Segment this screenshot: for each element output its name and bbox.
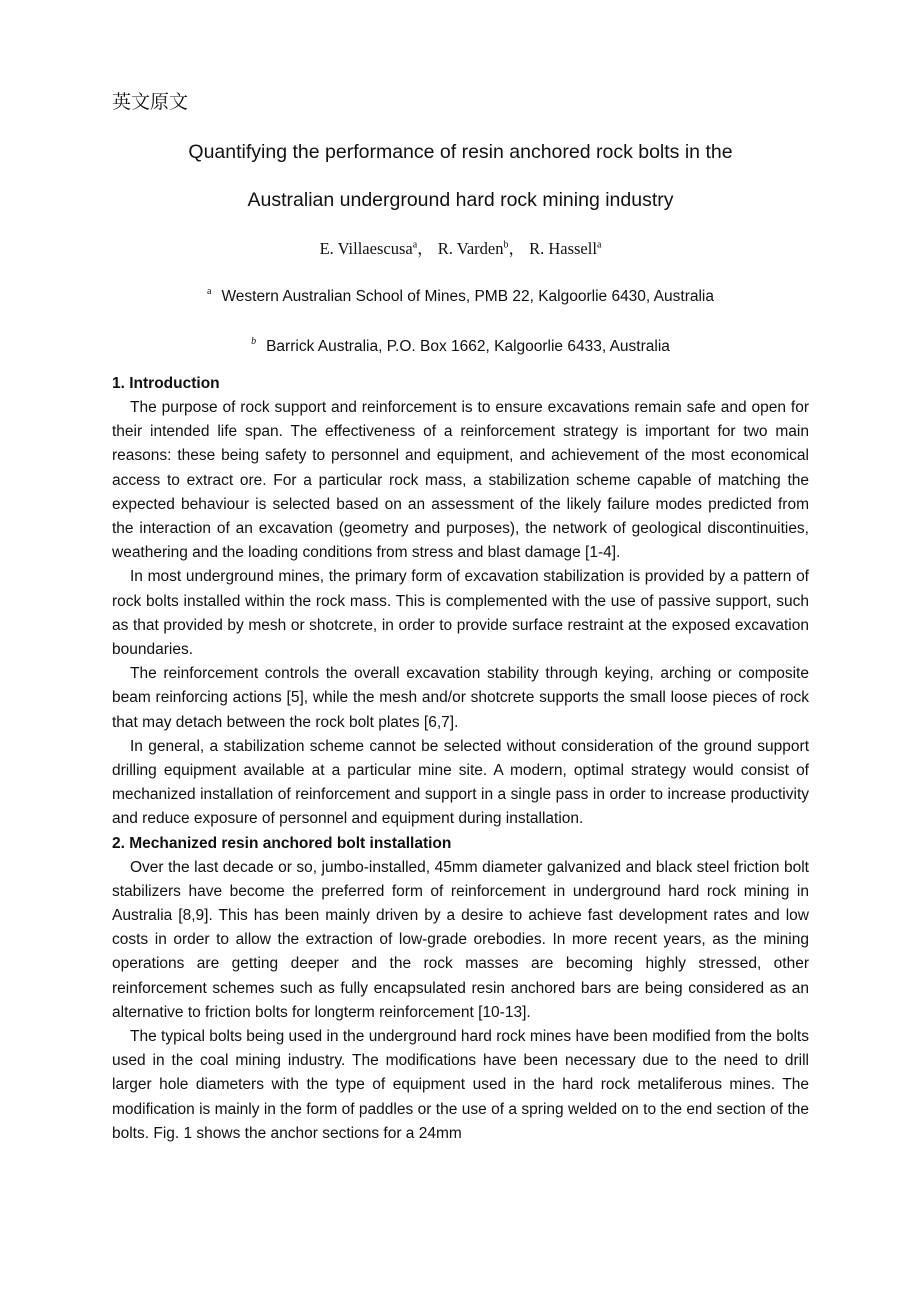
body-paragraph: The typical bolts being used in the underground hard rock mines have been modified from the bolts used in the coal mining industry. The modifications have been necessary due to the need to drill larger hole diameters with the type of equipment used in the hard rock metaliferous mines. The modification is mainly in the form of paddles or the use of a spring welded on to the end section of the bolts. Fig. 1 shows the anchor sections for a 24mm [112,1028,809,1142]
author-name: R. Varden [437,239,504,258]
affiliation-a [112,286,809,310]
affiliation-mark: a [207,286,212,297]
author-name: R. Hassell [529,239,597,258]
affiliation-b [112,336,809,360]
affiliation-text: Western Australian School of Mines, PMB 22, Kalgoorlie 6430, Australia [221,288,714,305]
header-label: 英文原文 [112,91,189,113]
body-paragraph: The reinforcement controls the overall excavation stability through keying, arching or composite beam reinforcing actions [5], while the mesh and/or shotcrete supports the small loose pieces of rock that may detach between the rock bolt plates [6,7]. [112,665,809,731]
author-list [112,238,809,260]
author-separator: ， [508,239,525,258]
body-paragraph: In most underground mines, the primary form of excavation stabilization is provided by a pattern of rock bolts installed within the rock mass. This is complemented with the use of passive support, such as that provided by mesh or shotcrete, in order to provide surface restraint at the exposed excavation boundaries. [112,568,809,659]
section-heading-mechanized-installation: 2. Mechanized resin anchored bolt installation [112,834,452,852]
author-affil-mark: a [596,239,602,251]
author-separator: ， [417,239,434,258]
document-page [112,90,809,1146]
affiliation-text: Barrick Australia, P.O. Box 1662, Kalgoorlie 6433, Australia [266,338,670,355]
section-heading-introduction: 1. Introduction [112,375,220,392]
paper-title-line-1: Quantifying the performance of resin anchored rock bolts in the [188,141,733,163]
body-paragraph: In general, a stabilization scheme cannot be selected without consideration of the ground support drilling equipment available at a particular mine site. A modern, optimal strategy would consist of mechanized installation of reinforcement and support in a single pass in order to increase productivity and reduce exposure of personnel and equipment during installation. [112,737,809,828]
paper-title-line-2: Australian underground hard rock mining industry [247,189,674,211]
body-paragraph: Over the last decade or so, jumbo-installed, 45mm diameter galvanized and black steel friction bolt stabilizers have become the preferred form of reinforcement in underground hard rock mining in Australia [8,9]. This has been mainly driven by a desire to achieve fast development rates and low costs in order to allow the extraction of low-grade orebodies. In more recent years, as the mining operations are getting deeper and the rock masses are becoming highly stressed, other reinforcement schemes such as fully encapsulated resin anchored bars are being considered as an alternative to friction bolts for longterm reinforcement [10‑13]. [112,858,809,1021]
author-affil-mark: b [503,239,509,251]
body-paragraph: The purpose of rock support and reinforcement is to ensure excavations remain safe and open for their intended life span. The effectiveness of a reinforcement strategy is important for two main reasons: these being safety to personnel and equipment, and achievement of the most economical access to extract ore. For a particular rock mass, a stabilization scheme capable of matching the expected behaviour is selected based on an assessment of the likely failure modes predicted from the interaction of an excavation (geometry and purposes), the network of geological discontinuities, weathering and the loading conditions from stress and blast damage [1‑4]. [112,399,809,562]
author-affil-mark: a [412,239,418,251]
affiliation-mark: b [251,336,257,347]
author-name: E. Villaescusa [319,239,413,258]
